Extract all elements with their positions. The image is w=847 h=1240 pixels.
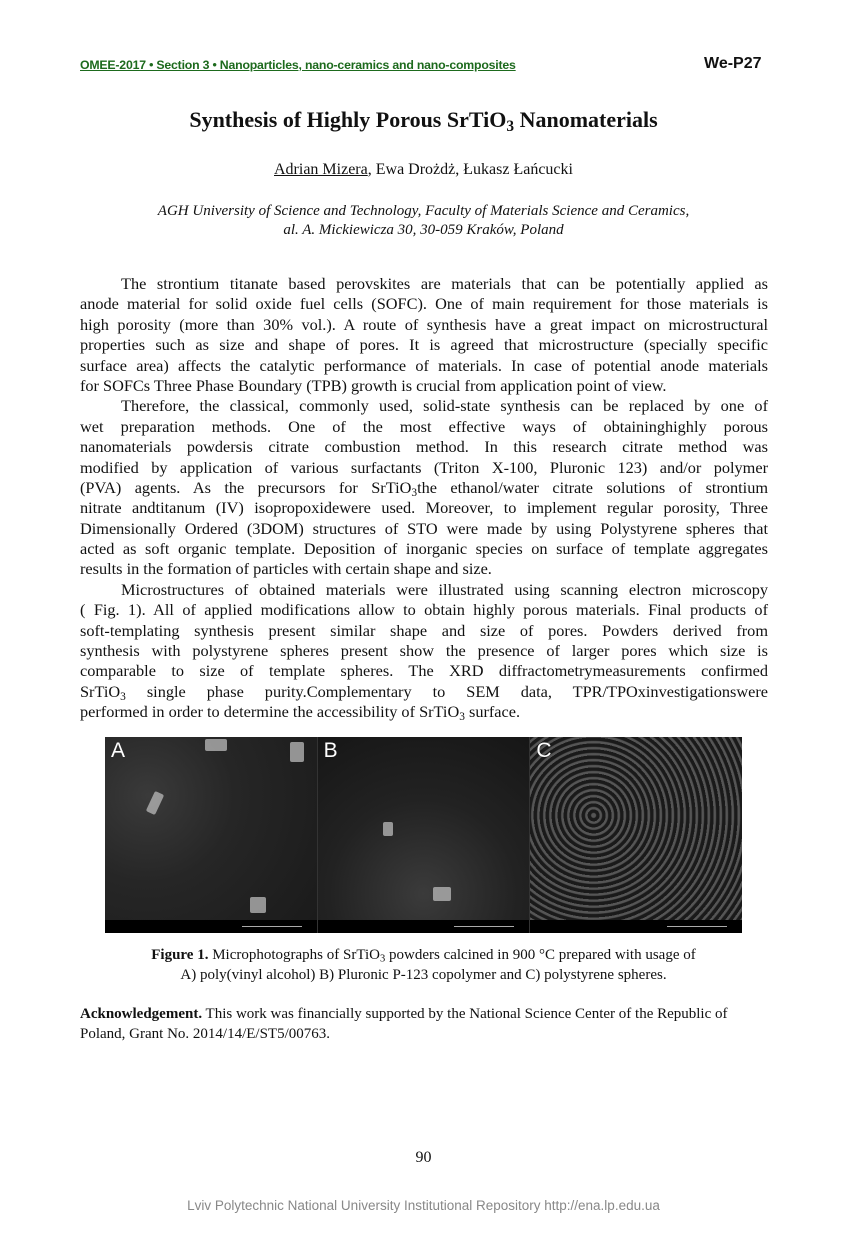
title-text: Synthesis of Highly Porous SrTiO [189,107,507,132]
paper-title [0,107,847,133]
scale-bar [530,920,742,933]
text-line [80,519,768,539]
text-run: comparable to size of template spheres. The XRD diffractometrymeasurements confirmed [80,661,768,681]
text-run: nitrate andtitanum (IV) isopropoxidewere used. Moreover, to implement regular porosity, Three [80,498,768,518]
presenting-author: Adrian Mizera [274,161,368,178]
acknowledgement-label: Acknowledgement. [80,1006,203,1022]
text-line [80,376,768,396]
text-run: high porosity (more than 30% vol.). A route of synthesis have a great impact on microstructural [80,314,768,334]
text-line [80,559,768,579]
affiliation [0,202,847,240]
text-run: for SOFCs Three Phase Boundary (TPB) growth is crucial from application point of view. [80,375,667,395]
sem-panel-a [105,737,318,933]
subscript: 3 [459,711,465,724]
repository-footer: Lviv Polytechnic National University Institutional Repository http://ena.lp.edu.ua [187,1198,660,1213]
text-line [80,641,768,661]
text-line [80,498,768,518]
panel-label: B [323,739,338,762]
text-run: SrTiO [80,681,121,701]
affiliation-line: al. A. Mickiewicza 30, 30-059 Kraków, Poland [283,222,564,238]
scale-bar [318,920,530,933]
acknowledgement [80,1004,768,1044]
page-number: 90 [415,1149,432,1166]
co-authors: , Ewa Drożdż, Łukasz Łańcucki [367,161,573,178]
text-line [80,539,768,559]
text-run: Therefore, the classical, commonly used, solid-state synthesis can be replaced by one of [121,396,768,416]
text-line [80,478,768,498]
text-run: properties such as size and shape of pores. It is agreed that microstructure (specially specific [80,335,768,355]
sem-panel-b [318,737,531,933]
caption-text: powders calcined in 900 °C prepared with usage of [385,947,696,963]
text-line [80,396,768,416]
text-line [80,600,768,620]
title-text-end: Nanomaterials [514,107,658,132]
paper-code: We-P27 [704,55,762,72]
text-line [80,661,768,681]
text-run: soft-templating synthesis present similar shape and size of pores. Powders derived from [80,620,768,640]
text-run: (PVA) agents. As the precursors for SrTiO [80,477,412,497]
text-line [80,437,768,457]
text-line [80,417,768,437]
text-line [80,682,768,702]
caption-subscript: 3 [380,953,386,965]
text-run: single phase purity.Complementary to SEM data, TPR/TPOxinvestigationswere [125,681,768,701]
text-line [80,356,768,376]
running-head: OMEE-2017 • Section 3 • Nanoparticles, nano-ceramics and nano-composites [80,58,516,72]
text-run: modified by application of various surfactants (Triton X-100, Pluronic 123) and/or polymer [80,457,768,477]
text-run: synthesis with polystyrene spheres present show the presence of larger pores which size is [80,641,768,661]
acknowledgement-text: This work was financially supported by the National Science Center of the Republic of Poland, Grant No. 2014/14/E/ST5/00763. [80,1006,728,1042]
text-line [80,294,768,314]
panel-label: A [111,739,126,762]
text-line [80,621,768,641]
sem-figure [105,737,742,933]
text-run: surface. [464,702,521,722]
text-run: anode material for solid oxide fuel cells (SOFC). One of main requirement for those materials is [80,294,768,314]
scale-bar [105,920,317,933]
text-line [80,315,768,335]
caption-label: Figure 1. [151,947,209,963]
text-line [80,458,768,478]
text-run: The strontium titanate based perovskites are materials that can be potentially applied as [121,274,768,293]
text-line [80,335,768,355]
figure-caption [0,945,847,985]
text-run: performed in order to determine the accessibility of SrTiO [80,702,460,722]
text-line [80,702,768,722]
caption-line: A) poly(vinyl alcohol) B) Pluronic P-123 copolymer and C) polystyrene spheres. [180,967,667,983]
text-run: ( Fig. 1). All of applied modifications allow to obtain highly porous materials. Final products of [80,600,768,620]
text-run: Dimensionally Ordered (3DOM) structures of STO were made by using Polystyrene spheres that [80,518,768,538]
authors [0,161,847,179]
text-line [80,274,768,294]
text-run: surface area) affects the catalytic performance of materials. In case of potential anode materials [80,355,768,375]
subscript: 3 [120,690,126,703]
affiliation-line: AGH University of Science and Technology, Faculty of Materials Science and Ceramics, [157,203,690,219]
text-run: nanomaterials powdersis citrate combustion method. In this research citrate method was [80,437,768,457]
sem-panel-c [530,737,742,933]
panel-label: C [536,739,552,762]
caption-text: Microphotographs of SrTiO [208,947,380,963]
text-run: acted as soft organic template. Deposition of inorganic species on surface of template aggregates [80,539,768,559]
text-run: Microstructures of obtained materials were illustrated using scanning electron microscopy [121,579,768,599]
subscript: 3 [411,486,418,499]
text-run: the ethanol/water citrate solutions of strontium [417,477,769,497]
abstract-body [80,274,768,723]
text-run: wet preparation methods. One of the most effective ways of obtaininghighly porous [80,416,768,436]
text-run: results in the formation of particles with certain shape and size. [80,559,492,579]
text-line [80,580,768,600]
title-subscript: 3 [506,117,515,135]
